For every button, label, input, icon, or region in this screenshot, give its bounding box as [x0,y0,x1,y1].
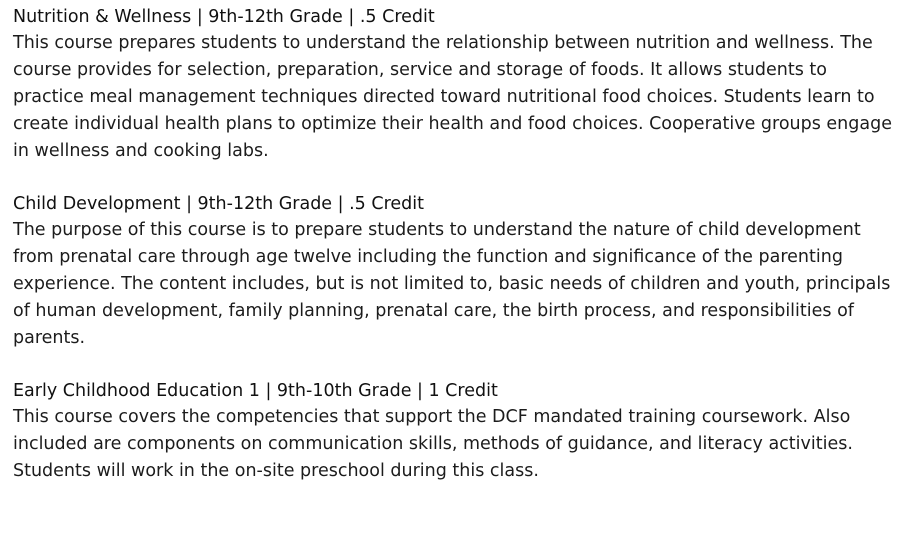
course-title: Child Development | 9th-12th Grade | .5 Credit [13,194,424,214]
course-description: This course covers the competencies that support the DCF mandated training coursework. Also included are components on communication skills, methods of guidance, and literacy activities. Students will work in the on-site preschool during this class. [13,407,853,481]
course-description: This course prepares students to understand the relationship between nutrition and wellness. The course provides for selection, preparation, service and storage of foods. It allows students to practice meal management techniques directed toward nutritional food choices. Students learn to create individual health plans to optimize their health and food choices. Cooperative groups engage in wellness and cooking labs. [13,33,892,161]
course-early-childhood-education [13,378,903,485]
course-title: Nutrition & Wellness | 9th-12th Grade | .5 Credit [13,7,435,27]
course-description: The purpose of this course is to prepare students to understand the nature of child development from prenatal care through age twelve including the function and significance of the parenting experience. The content includes, but is not limited to, basic needs of children and youth, principals of human development, family planning, prenatal care, the birth process, and responsibilities of parents. [13,220,891,348]
course-nutrition-wellness [13,4,903,165]
course-child-development [13,191,903,352]
course-title: Early Childhood Education 1 | 9th-10th Grade | 1 Credit [13,381,498,401]
